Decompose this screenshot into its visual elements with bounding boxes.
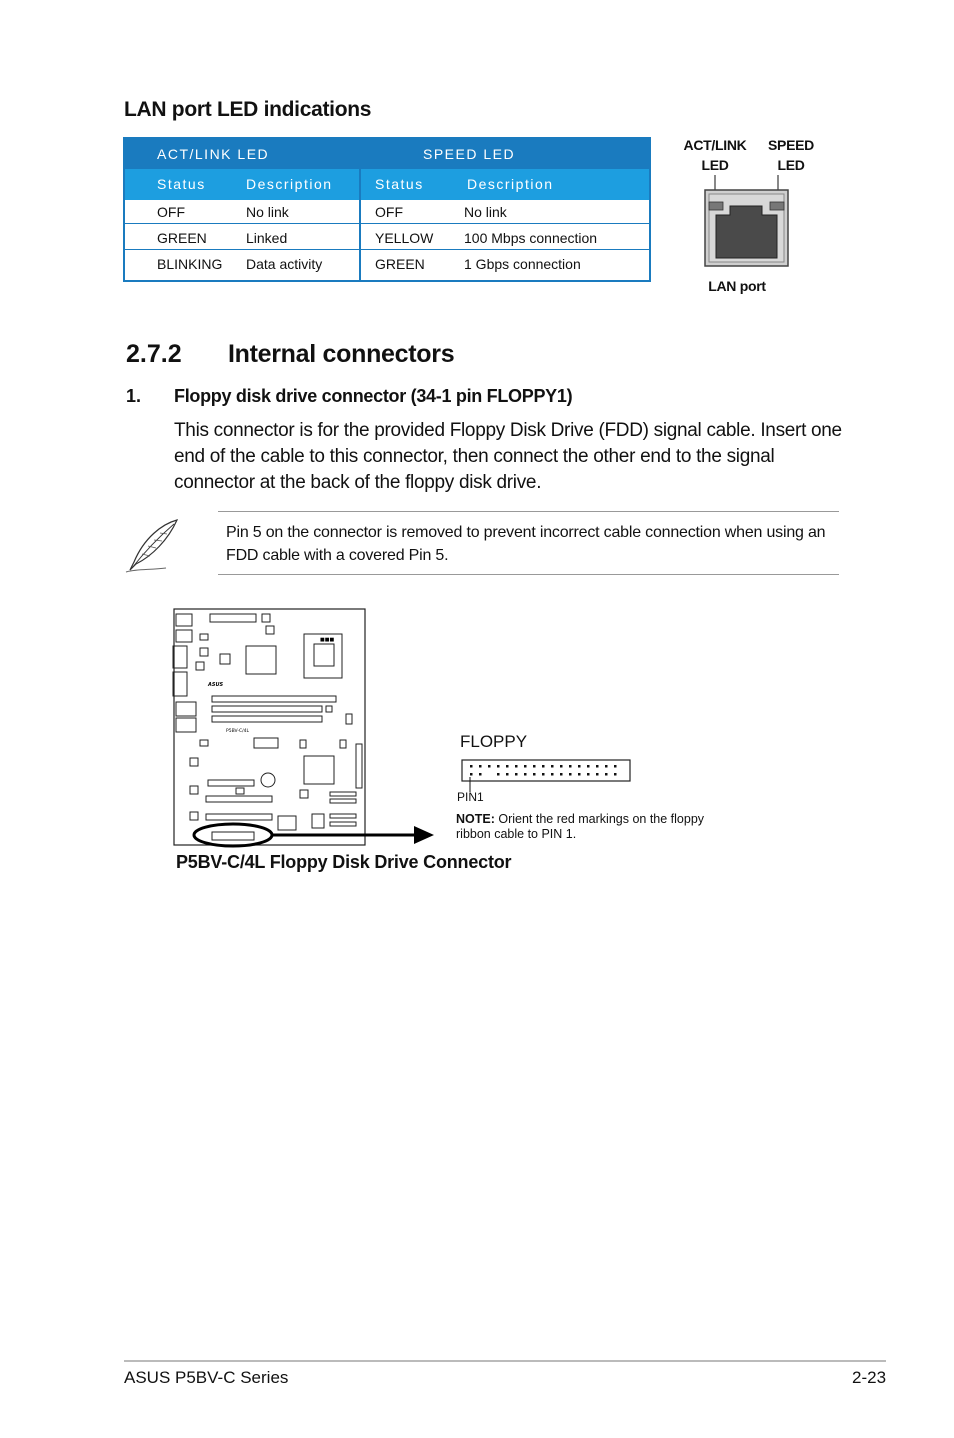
act-status-cell: GREEN bbox=[157, 230, 207, 246]
pin1-label: PIN1 bbox=[457, 790, 484, 804]
speed-status-cell: YELLOW bbox=[375, 230, 434, 246]
act-status-cell: BLINKING bbox=[157, 256, 223, 272]
board-model-label: P5BV-C/4L bbox=[226, 729, 249, 734]
lan-led-table bbox=[123, 137, 651, 282]
table-column-header-row bbox=[125, 169, 649, 200]
col-header-status: Status bbox=[157, 176, 206, 192]
speed-led-header: SPEED LED bbox=[423, 146, 516, 162]
note-text: Pin 5 on the connector is removed to prevent incorrect cable connection when using an FDD cable with a covered Pin 5. bbox=[226, 524, 826, 564]
act-link-led-header: ACT/LINK LED bbox=[157, 146, 270, 162]
floppy-connector-label: FLOPPY bbox=[460, 732, 528, 751]
act-desc-cell: No link bbox=[246, 204, 289, 220]
act-desc-cell: Data activity bbox=[246, 256, 323, 272]
speed-status-cell: OFF bbox=[375, 204, 403, 220]
svg-text:■■■: ■■■ bbox=[320, 637, 335, 643]
feather-pen-icon bbox=[122, 516, 182, 576]
speed-led-label bbox=[758, 135, 824, 175]
col-header-description: Description bbox=[467, 176, 554, 192]
note-bottom-rule bbox=[218, 574, 839, 575]
act-link-label-line1: ACT/LINK bbox=[683, 137, 747, 153]
footer-product-name: ASUS P5BV-C Series bbox=[124, 1368, 289, 1387]
col-header-status: Status bbox=[375, 176, 424, 192]
footer-page-number: 2-23 bbox=[852, 1368, 887, 1387]
footer-rule bbox=[124, 1360, 886, 1362]
act-link-led-indicator bbox=[709, 202, 723, 210]
table-row bbox=[125, 252, 649, 278]
section-number: 2.7.2 bbox=[126, 340, 182, 368]
table-group-header-row bbox=[125, 139, 649, 169]
section-title: Internal connectors bbox=[228, 340, 455, 368]
speed-desc-cell: No link bbox=[464, 204, 507, 220]
note-top-rule bbox=[218, 511, 839, 512]
lan-port-diagram bbox=[700, 170, 795, 270]
speed-desc-cell: 100 Mbps connection bbox=[464, 230, 598, 246]
act-link-label-line2: LED bbox=[701, 157, 729, 173]
item-body-paragraph: This connector is for the provided Floppy Disk Drive (FDD) signal cable. Insert one end of the cable to this connector, then connect the other end to the signal connector at the back of the floppy disk drive. bbox=[174, 420, 842, 493]
speed-status-cell: GREEN bbox=[375, 256, 425, 272]
asus-logo: ASUS bbox=[208, 682, 224, 688]
speed-label-line2: LED bbox=[777, 157, 805, 173]
act-link-led-label bbox=[676, 135, 754, 175]
floppy-pin-header-diagram bbox=[460, 758, 635, 798]
speed-label-line1: SPEED bbox=[768, 137, 814, 153]
note-body: Orient the red markings on the floppy ribbon cable to PIN 1. bbox=[456, 812, 705, 841]
motherboard-layout-diagram bbox=[170, 606, 440, 851]
item-number: 1. bbox=[126, 386, 142, 406]
item-title: Floppy disk drive connector (34-1 pin FLOPPY1) bbox=[174, 386, 573, 406]
act-desc-cell: Linked bbox=[246, 230, 288, 246]
speed-led-indicator bbox=[770, 202, 784, 210]
lan-led-heading: LAN port LED indications bbox=[124, 98, 372, 121]
figure-caption: P5BV-C/4L Floppy Disk Drive Connector bbox=[176, 852, 512, 872]
col-header-description: Description bbox=[246, 176, 333, 192]
arrow-right-icon bbox=[414, 826, 434, 844]
act-status-cell: OFF bbox=[157, 204, 185, 220]
speed-desc-cell: 1 Gbps connection bbox=[464, 256, 581, 272]
floppy-orientation-note bbox=[456, 812, 716, 842]
lan-port-label: LAN port bbox=[708, 278, 766, 294]
note-bold-label: NOTE: bbox=[456, 812, 495, 826]
